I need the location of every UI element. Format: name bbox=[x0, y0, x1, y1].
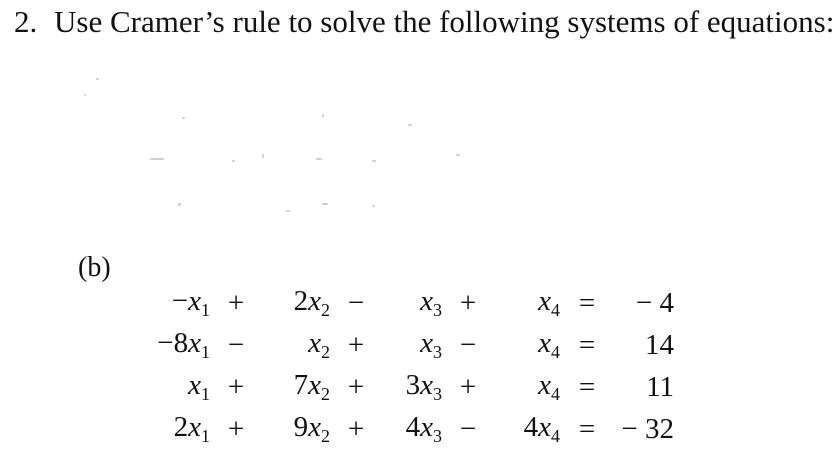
equation-term bbox=[262, 282, 330, 324]
term-sign: − bbox=[157, 327, 174, 359]
term-sub: 1 bbox=[201, 426, 210, 446]
term-sub: 3 bbox=[433, 426, 442, 446]
term-coef: 7 bbox=[293, 369, 309, 401]
term-coef: 2 bbox=[293, 285, 309, 317]
term-expression bbox=[405, 369, 442, 404]
term-expression bbox=[405, 411, 442, 446]
equation-term bbox=[262, 366, 330, 408]
term-var: x bbox=[308, 411, 321, 443]
term-var: x bbox=[308, 327, 321, 359]
operator: + bbox=[227, 412, 245, 445]
operator: + bbox=[347, 328, 365, 361]
problem-heading bbox=[14, 2, 834, 42]
problem-instruction: Use Cramer’s rule to solve the following systems of equations: bbox=[54, 4, 835, 39]
equation-term bbox=[140, 366, 210, 408]
equation-row bbox=[140, 282, 674, 324]
equation-term bbox=[382, 366, 442, 408]
term-expression bbox=[293, 369, 330, 404]
equation-rhs: 11 bbox=[646, 370, 674, 403]
equals-sign: = bbox=[578, 370, 596, 403]
operator: − bbox=[459, 328, 477, 361]
term-sub: 1 bbox=[201, 300, 210, 320]
term-coef: 8 bbox=[173, 327, 189, 359]
equation-term bbox=[494, 282, 560, 324]
equation-term bbox=[382, 282, 442, 324]
equals-sign: = bbox=[578, 286, 596, 319]
equation-rhs: 14 bbox=[645, 328, 674, 361]
equation-term bbox=[140, 282, 210, 324]
equation-term bbox=[494, 366, 560, 408]
equation-term bbox=[382, 408, 442, 450]
term-expression bbox=[523, 411, 560, 446]
equation-rhs: − 32 bbox=[621, 412, 674, 445]
term-expression bbox=[420, 327, 442, 362]
equation-term bbox=[262, 324, 330, 366]
term-expression bbox=[420, 285, 442, 320]
term-sub: 2 bbox=[321, 384, 330, 404]
term-var: x bbox=[420, 285, 433, 317]
operator: − bbox=[227, 328, 245, 361]
term-coef: 9 bbox=[293, 411, 309, 443]
equation-term bbox=[140, 408, 210, 450]
term-coef: 4 bbox=[405, 411, 421, 443]
term-var: x bbox=[538, 285, 551, 317]
term-sub: 4 bbox=[551, 384, 560, 404]
equals-sign: = bbox=[578, 328, 596, 361]
equation-term bbox=[140, 324, 210, 366]
term-expression bbox=[293, 285, 330, 320]
term-sub: 1 bbox=[201, 384, 210, 404]
term-sub: 2 bbox=[321, 426, 330, 446]
operator: + bbox=[227, 370, 245, 403]
term-sub: 4 bbox=[551, 426, 560, 446]
equation-term bbox=[262, 408, 330, 450]
term-expression bbox=[293, 411, 330, 446]
term-var: x bbox=[420, 411, 433, 443]
term-sub: 4 bbox=[551, 342, 560, 362]
term-var: x bbox=[188, 369, 201, 401]
operator: − bbox=[347, 286, 365, 319]
term-var: x bbox=[420, 327, 433, 359]
term-sub: 2 bbox=[321, 342, 330, 362]
problem-number: 2. bbox=[14, 4, 38, 39]
term-sub: 2 bbox=[321, 300, 330, 320]
term-sub: 4 bbox=[551, 300, 560, 320]
term-expression bbox=[173, 411, 210, 446]
term-var: x bbox=[538, 411, 551, 443]
equation-term bbox=[494, 324, 560, 366]
term-sub: 1 bbox=[201, 342, 210, 362]
operator: + bbox=[459, 286, 477, 319]
term-var: x bbox=[188, 411, 201, 443]
term-var: x bbox=[188, 285, 201, 317]
operator: + bbox=[347, 412, 365, 445]
equation-system bbox=[140, 282, 674, 450]
term-var: x bbox=[308, 285, 321, 317]
term-sign: − bbox=[171, 285, 189, 317]
term-expression bbox=[538, 285, 560, 320]
term-expression bbox=[308, 327, 330, 362]
term-sub: 3 bbox=[433, 384, 442, 404]
operator: + bbox=[347, 370, 365, 403]
equation-term bbox=[382, 324, 442, 366]
term-var: x bbox=[188, 327, 201, 359]
equation-term bbox=[494, 408, 560, 450]
term-sub: 3 bbox=[433, 342, 442, 362]
term-var: x bbox=[308, 369, 321, 401]
term-coef: 2 bbox=[173, 411, 189, 443]
operator: + bbox=[459, 370, 477, 403]
term-expression bbox=[188, 369, 210, 404]
term-var: x bbox=[538, 327, 551, 359]
term-sub: 3 bbox=[433, 300, 442, 320]
term-expression bbox=[157, 327, 210, 362]
equation-row bbox=[140, 324, 674, 366]
equation-row bbox=[140, 408, 674, 450]
term-expression bbox=[538, 327, 560, 362]
equation-rhs: − 4 bbox=[635, 286, 674, 319]
operator: + bbox=[227, 286, 245, 319]
part-b-label: (b) bbox=[78, 252, 111, 283]
term-var: x bbox=[420, 369, 433, 401]
term-coef: 4 bbox=[523, 411, 539, 443]
term-coef: 3 bbox=[405, 369, 421, 401]
equals-sign: = bbox=[578, 412, 596, 445]
term-var: x bbox=[538, 369, 551, 401]
operator: − bbox=[459, 412, 477, 445]
term-expression bbox=[538, 369, 560, 404]
term-expression bbox=[171, 285, 210, 320]
equation-row bbox=[140, 366, 674, 408]
